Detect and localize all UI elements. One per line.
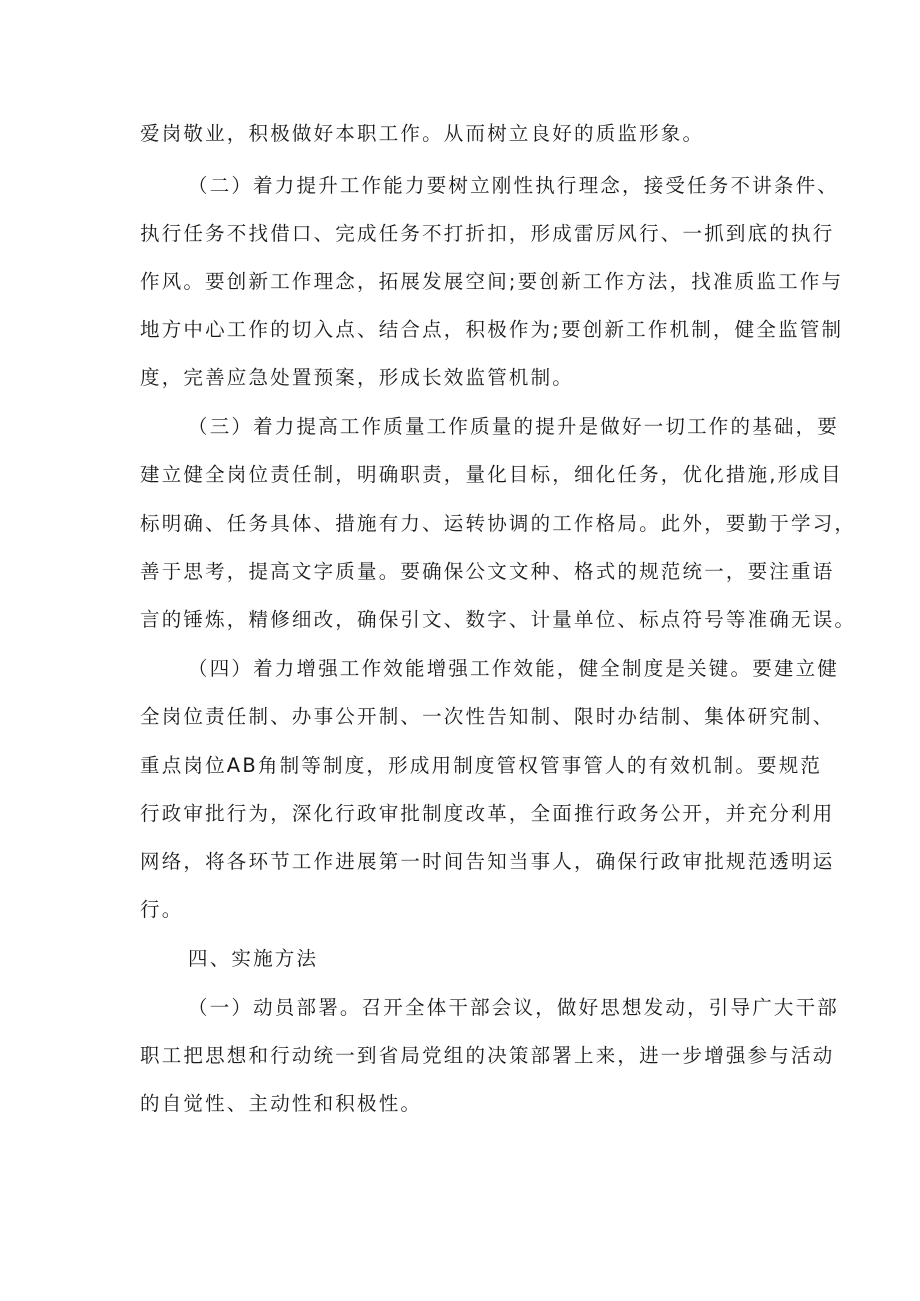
text-line: 地方中心工作的切入点、结合点，积极作为;要创新工作机制，健全监管制 [140, 318, 844, 341]
text-line: 爱岗敬业，积极做好本职工作。从而树立良好的质监形象。 [140, 122, 705, 145]
text-line: 行政审批行为，深化行政审批制度改革，全面推行政务公开，并充分利用 [140, 802, 835, 825]
text-line: 作风。要创新工作理念，拓展发展空间;要创新工作方法，找准质监工作与 [140, 270, 844, 293]
text-line: 执行任务不找借口、完成任务不打折扣，形成雷厉风行、一抓到底的执行 [140, 222, 835, 245]
text-line: 建立健全岗位责任制，明确职责，量化目标，细化任务，优化措施,形成目 [140, 463, 843, 486]
section-heading: 四、实施方法 [188, 947, 319, 970]
text-line: 行。 [140, 898, 184, 921]
paragraph-4-line: （四）着力增强工作效能增强工作效能，健全制度是关键。要建立健 [188, 657, 840, 680]
text-line: 全岗位责任制、办事公开制、一次性告知制、限时办结制、集体研究制、 [140, 705, 835, 728]
text-line: 的自觉性、主动性和积极性。 [140, 1092, 423, 1115]
paragraph-2-line: （二）着力提升工作能力要树立刚性执行理念，接受任务不讲条件、 [188, 174, 840, 197]
paragraph-5-line: （一）动员部署。召开全体干部会议，做好思想发动，引导广大干部 [188, 996, 840, 1019]
text-line: 网络，将各环节工作进展第一时间告知当事人，确保行政审批规范透明运 [140, 850, 835, 873]
text-line: 度，完善应急处置预案，形成长效监管机制。 [140, 366, 575, 389]
text-line: 职工把思想和行动统一到省局党组的决策部署上来，进一步增强参与活动 [140, 1044, 835, 1067]
text-line: 言的锤炼，精修细改，确保引文、数字、计量单位、标点符号等准确无误。 [140, 608, 857, 631]
text-line: 善于思考，提高文字质量。要确保公文文种、格式的规范统一，要注重语 [140, 560, 835, 583]
text-line: 标明确、任务具体、措施有力、运转协调的工作格局。此外，要勤于学习， [140, 512, 857, 535]
paragraph-3-line: （三）着力提高工作质量工作质量的提升是做好一切工作的基础，要 [188, 415, 840, 438]
text-line: 重点岗位AB角制等制度，形成用制度管权管事管人的有效机制。要规范 [140, 754, 823, 777]
